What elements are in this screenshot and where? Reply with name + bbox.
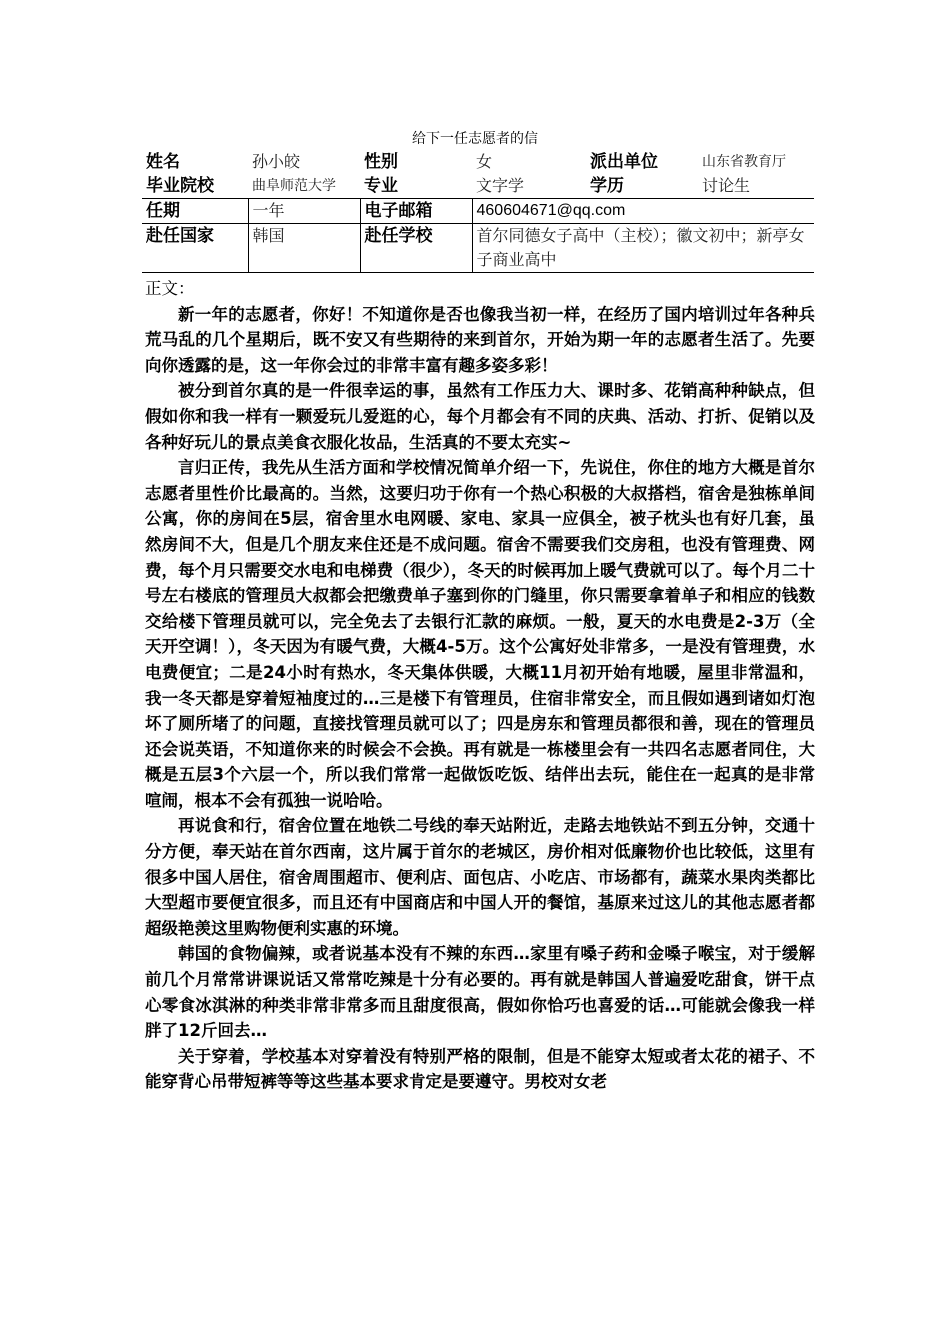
info-row-2 — [142, 174, 814, 199]
paragraph-6: 关于穿着，学校基本对穿着没有特别严格的限制，但是不能穿太短或者太花的裙子、不能穿背心吊带短裤等等这些基本要求肯定是要遵守。男校对女老 — [145, 1046, 815, 1092]
assigned-school-label: 赴任学校 — [360, 224, 472, 273]
name-value: 孙小皎 — [252, 152, 301, 171]
dispatch-unit-value: 山东省教育厅 — [702, 154, 786, 170]
major-label: 专业 — [364, 176, 398, 196]
assigned-school-value: 首尔同德女子高中（主校）；徽文初中；新亭女子商业高中 — [472, 224, 814, 273]
body-heading: 正文： — [145, 279, 195, 298]
paragraph-2: 被分到首尔真的是一件很幸运的事，虽然有工作压力大、课时多、花销高种种缺点，但假如你和我一样有一颗爱玩儿爱逛的心，每个月都会有不同的庆典、活动、打折、促销以及各种好玩儿的景点美食衣服化妆品，生活真的不要太充实~ — [145, 381, 815, 452]
letter-body — [145, 276, 815, 1095]
paragraph-1: 新一年的志愿者，你好！不知道你是否也像我当初一样，在经历了国内培训过年各种兵荒马乱的几个星期后，既不安又有些期待的来到首尔，开始为期一年的志愿者生活了。先要向你透露的是，这一年你会过的非常丰富有趣多姿多彩！ — [145, 304, 815, 375]
school-label: 毕业院校 — [146, 176, 214, 196]
paragraph-5: 韩国的食物偏辣，或者说基本没有不辣的东西…家里有嗓子药和金嗓子喉宝，对于缓解前几个月常常讲课说话又常常吃辣是十分有必要的。再有就是韩国人普遍爱吃甜食，饼干点心零食冰淇淋的种类非常非常多而且甜度很高，假如你恰巧也喜爱的话…可能就会像我一样胖了12斤回去… — [145, 944, 815, 1041]
dispatch-unit-label: 派出单位 — [590, 152, 658, 172]
info-row-3 — [142, 199, 814, 224]
major-value: 文字学 — [476, 176, 525, 195]
email-value: 460604671@qq.com — [472, 199, 814, 224]
term-label: 任期 — [142, 199, 248, 224]
name-label: 姓名 — [146, 152, 180, 172]
degree-value: 讨论生 — [702, 176, 751, 195]
volunteer-info-table — [142, 150, 814, 273]
gender-value: 女 — [476, 152, 493, 171]
country-value: 韩国 — [248, 224, 360, 273]
info-row-1 — [142, 150, 814, 174]
info-row-4 — [142, 224, 814, 273]
paragraph-3: 言归正传，我先从生活方面和学校情况简单介绍一下，先说住，你住的地方大概是首尔志愿者里性价比最高的。当然，这要归功于你有一个热心积极的大叔搭档，宿舍是独栋单间公寓，你的房间在5层，宿舍里水电网暖、家电、家具一应俱全，被子枕头也有好几套，虽然房间不大，但是几个朋友来住还是不成问题。宿舍不需要我们交房租，也没有管理费、网费，每个月只需要交水电和电梯费（很少），冬天的时候再加上暖气费就可以了。每个月二十号左右楼底的管理员大叔都会把缴费单子塞到你的门缝里，你只需要拿着单子和相应的钱数交给楼下管理员就可以，完全免去了去银行汇款的麻烦。一般，夏天的水电费是2-3万（全天开空调！），冬天因为有暖气费，大概4-5万。这个公寓好处非常多，一是没有管理费，水电费便宜；二是24小时有热水，冬天集体供暖，大概11月初开始有地暖，屋里非常温和，我一冬天都是穿着短袖度过的…三是楼下有管理员，住宿非常安全，而且假如遇到诸如灯泡坏了厕所堵了的问题，直接找管理员就可以了；四是房东和管理员都很和善，现在的管理员还会说英语，不知道你来的时候会不会换。再有就是一栋楼里会有一共四名志愿者同住，大概是五层3个六层一个，所以我们常常一起做饭吃饭、结伴出去玩，能住在一起真的是非常喧闹，根本不会有孤独一说哈哈。 — [145, 458, 815, 810]
degree-label: 学历 — [590, 176, 624, 196]
school-value: 曲阜师范大学 — [252, 178, 336, 194]
term-value: 一年 — [248, 199, 360, 224]
document-title: 给下一任志愿者的信 — [412, 131, 538, 147]
email-label: 电子邮箱 — [360, 199, 472, 224]
paragraph-4: 再说食和行，宿舍位置在地铁二号线的奉天站附近，走路去地铁站不到五分钟，交通十分方便，奉天站在首尔西南，这片属于首尔的老城区，房价相对低廉物价也比较低，这里有很多中国人居住，宿舍周围超市、便利店、面包店、小吃店、市场都有，蔬菜水果肉类都比大型超市要便宜很多，而且还有中国商店和中国人开的餐馆，基原来过这儿的其他志愿者都超级艳羡这里购物便利实惠的环境。 — [145, 816, 815, 938]
country-label: 赴任国家 — [142, 224, 248, 273]
gender-label: 性别 — [364, 152, 398, 172]
